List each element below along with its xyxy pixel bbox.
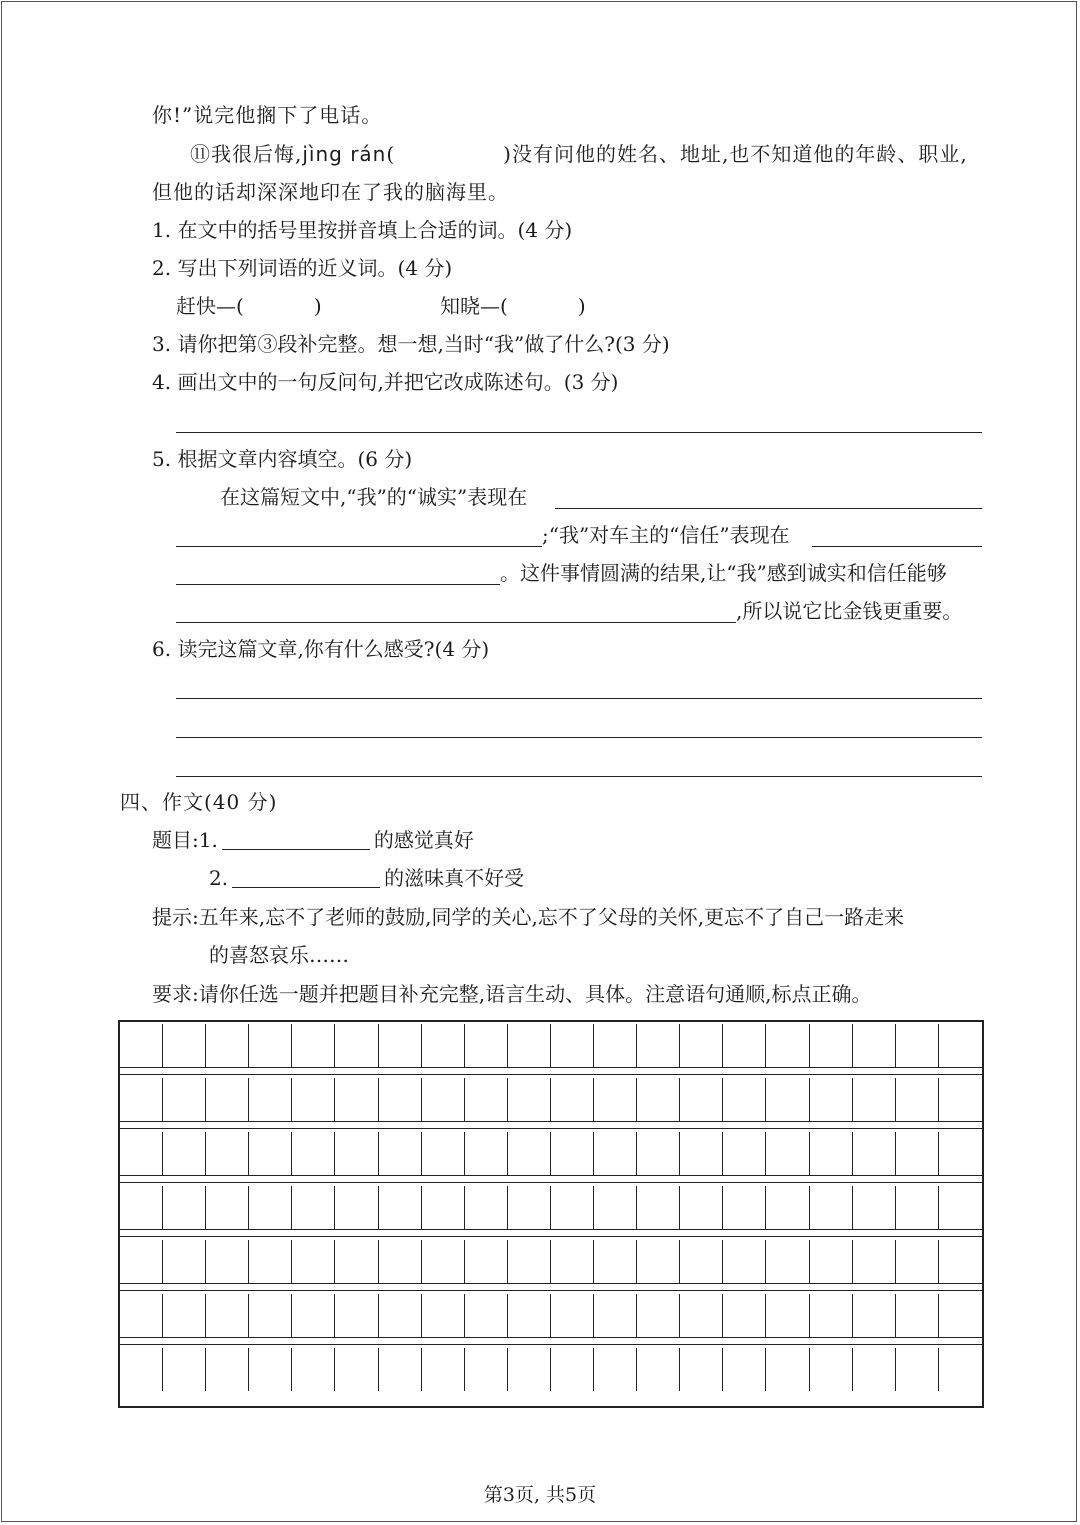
question-5-blank-1[interactable] [555,508,982,509]
question-5-blank-2[interactable] [176,546,542,547]
grid-cell[interactable] [163,1294,206,1337]
grid-cell[interactable] [680,1348,723,1391]
grid-cell[interactable] [723,1132,766,1175]
question-5-blank-5[interactable] [176,622,736,623]
title-label: 题目:1. [152,828,218,852]
grid-cell[interactable] [249,1294,292,1337]
grid-cell[interactable] [465,1348,508,1391]
synonym-a-label: 赶快—( [176,294,244,318]
grid-cell[interactable] [422,1078,465,1121]
passage-line-2-end: )没有问他的姓名、地址,也不知道他的年龄、职业, [503,142,968,166]
grid-cell[interactable] [551,1348,594,1391]
grid-cell[interactable] [292,1348,335,1391]
grid-cell[interactable] [508,1240,551,1283]
question-2-item-b [440,294,586,318]
synonym-a-close: ) [313,294,322,318]
grid-cell[interactable] [680,1024,723,1067]
grid-cell[interactable] [163,1078,206,1121]
grid-cell[interactable] [810,1294,853,1337]
grid-cell[interactable] [853,1078,896,1121]
grid-row-separator [120,1337,982,1338]
grid-row-separator [120,1229,982,1230]
grid-cell[interactable] [767,1240,810,1283]
grid-cell[interactable] [206,1132,249,1175]
grid-cell[interactable] [120,1132,163,1175]
grid-cell[interactable] [594,1132,637,1175]
question-5-line-2: ;“我”对车主的“信任”表现在 [542,523,790,547]
question-6: 6. 读完这篇文章,你有什么感受?(4 分) [152,637,490,661]
grid-row-separator [120,1175,982,1176]
grid-cell[interactable] [422,1186,465,1229]
grid-cell[interactable] [465,1132,508,1175]
title-1-blank[interactable] [222,829,370,850]
grid-cell[interactable] [336,1186,379,1229]
grid-row [120,1348,982,1391]
grid-cell[interactable] [723,1024,766,1067]
grid-cell[interactable] [637,1186,680,1229]
grid-row-separator [120,1182,982,1183]
grid-cell[interactable] [336,1240,379,1283]
grid-cell[interactable] [896,1348,939,1391]
title-2-number: 2. [209,866,229,890]
grid-cell[interactable] [508,1024,551,1067]
composition-hint-2: 的喜怒哀乐…… [209,943,349,967]
grid-row-separator [120,1344,982,1345]
question-2: 2. 写出下列词语的近义词。(4 分) [152,256,453,280]
composition-hint-1: 提示:五年来,忘不了老师的鼓励,同学的关心,忘不了父母的关怀,更忘不了自己一路走来 [152,905,905,929]
grid-cell[interactable] [379,1294,422,1337]
grid-cell[interactable] [508,1186,551,1229]
question-6-answer-line-1[interactable] [176,698,982,699]
grid-cell[interactable] [767,1186,810,1229]
grid-cell[interactable] [853,1240,896,1283]
grid-cell[interactable] [680,1240,723,1283]
grid-cell[interactable] [120,1078,163,1121]
grid-cell[interactable] [379,1240,422,1283]
grid-cell[interactable] [896,1186,939,1229]
grid-cell[interactable] [767,1024,810,1067]
composition-title-2 [209,866,524,890]
grid-cell[interactable] [422,1294,465,1337]
grid-cell[interactable] [422,1024,465,1067]
grid-cell[interactable] [594,1240,637,1283]
grid-cell[interactable] [551,1294,594,1337]
grid-cell[interactable] [508,1132,551,1175]
grid-cell[interactable] [120,1294,163,1337]
grid-row-separator [120,1121,982,1122]
grid-row [120,1186,982,1229]
title-2-blank[interactable] [232,867,380,888]
grid-cell[interactable] [810,1132,853,1175]
grid-cell[interactable] [723,1348,766,1391]
grid-cell[interactable] [810,1348,853,1391]
grid-cell[interactable] [551,1240,594,1283]
grid-cell[interactable] [465,1024,508,1067]
passage-line-3: 但他的话却深深地印在了我的脑海里。 [152,180,509,204]
grid-cell[interactable] [249,1078,292,1121]
grid-cell[interactable] [206,1240,249,1283]
grid-cell[interactable] [206,1078,249,1121]
passage-line-2 [190,142,968,166]
grid-row-separator [120,1236,982,1237]
grid-cell[interactable] [853,1024,896,1067]
grid-cell[interactable] [723,1240,766,1283]
question-5: 5. 根据文章内容填空。(6 分) [152,447,413,471]
grid-row-separator [120,1283,982,1284]
grid-cell[interactable] [336,1294,379,1337]
grid-cell[interactable] [680,1078,723,1121]
synonym-b-label: 知晓—( [440,294,508,318]
grid-cell[interactable] [551,1186,594,1229]
composition-heading: 四、作文(40 分) [120,790,278,814]
grid-cell[interactable] [896,1078,939,1121]
grid-cell[interactable] [336,1348,379,1391]
grid-cell[interactable] [379,1186,422,1229]
grid-cell[interactable] [594,1024,637,1067]
grid-cell[interactable] [810,1024,853,1067]
grid-cell[interactable] [249,1240,292,1283]
question-5-line-4: ,所以说它比金钱更重要。 [736,599,963,623]
grid-cell[interactable] [594,1078,637,1121]
grid-cell[interactable] [853,1294,896,1337]
grid-row [120,1078,982,1121]
passage-line-1: 你!”说完他搁下了电话。 [152,103,383,127]
grid-cell[interactable] [120,1186,163,1229]
title-2-suffix: 的滋味真不好受 [384,866,525,890]
grid-cell[interactable] [853,1186,896,1229]
grid-cell[interactable] [292,1132,335,1175]
grid-cell[interactable] [422,1348,465,1391]
grid-cell[interactable] [336,1132,379,1175]
grid-cell[interactable] [680,1186,723,1229]
grid-cell[interactable] [508,1294,551,1337]
grid-cell[interactable] [163,1024,206,1067]
grid-row [120,1294,982,1337]
composition-title-1 [152,828,474,852]
grid-cell[interactable] [249,1186,292,1229]
grid-cell[interactable] [680,1294,723,1337]
grid-cell[interactable] [292,1294,335,1337]
grid-cell[interactable] [292,1024,335,1067]
grid-cell[interactable] [379,1078,422,1121]
question-4-answer-line[interactable] [176,432,982,433]
grid-row-separator [120,1074,982,1075]
grid-cell[interactable] [810,1186,853,1229]
grid-cell[interactable] [637,1348,680,1391]
grid-cell[interactable] [249,1132,292,1175]
grid-cell[interactable] [594,1186,637,1229]
grid-cell[interactable] [637,1024,680,1067]
grid-cell[interactable] [292,1078,335,1121]
grid-cell[interactable] [249,1024,292,1067]
grid-row-separator [120,1128,982,1129]
grid-cell[interactable] [637,1294,680,1337]
grid-cell[interactable] [163,1132,206,1175]
question-3: 3. 请你把第③段补完整。想一想,当时“我”做了什么?(3 分) [152,332,670,356]
grid-cell[interactable] [896,1240,939,1283]
grid-cell[interactable] [810,1240,853,1283]
grid-cell[interactable] [336,1024,379,1067]
grid-cell[interactable] [206,1348,249,1391]
grid-cell[interactable] [249,1348,292,1391]
grid-cell[interactable] [853,1348,896,1391]
grid-cell[interactable] [551,1132,594,1175]
grid-cell[interactable] [637,1240,680,1283]
grid-cell[interactable] [896,1024,939,1067]
writing-grid[interactable] [118,1020,984,1408]
grid-cell[interactable] [206,1186,249,1229]
grid-cell[interactable] [637,1078,680,1121]
question-5-line-1: 在这篇短文中,“我”的“诚实”表现在 [220,485,528,509]
question-6-answer-line-2[interactable] [176,737,982,738]
grid-cell[interactable] [120,1348,163,1391]
grid-cell[interactable] [723,1294,766,1337]
grid-cell[interactable] [810,1078,853,1121]
grid-row [120,1132,982,1175]
paren-open: ( [386,142,396,166]
page-number: 第3页, 共5页 [483,1484,597,1506]
grid-cell[interactable] [465,1294,508,1337]
grid-row-separator [120,1067,982,1068]
grid-cell[interactable] [465,1240,508,1283]
composition-requirement: 要求:请你任选一题并把题目补充完整,语言生动、具体。注意语句通顺,标点正确。 [152,982,872,1006]
grid-cell[interactable] [379,1024,422,1067]
question-5-line-3: 。这件事情圆满的结果,让“我”感到诚实和信任能够 [500,561,947,585]
grid-cell[interactable] [292,1240,335,1283]
question-4: 4. 画出文中的一句反问句,并把它改成陈述句。(3 分) [152,370,619,394]
grid-cell[interactable] [422,1240,465,1283]
grid-row [120,1024,982,1067]
grid-cell[interactable] [120,1240,163,1283]
grid-cell[interactable] [508,1348,551,1391]
grid-cell[interactable] [723,1078,766,1121]
grid-cell[interactable] [767,1348,810,1391]
grid-cell[interactable] [551,1024,594,1067]
grid-cell[interactable] [163,1348,206,1391]
grid-cell[interactable] [680,1132,723,1175]
grid-cell[interactable] [422,1132,465,1175]
question-5-blank-4[interactable] [176,584,500,585]
question-2-item-a [176,294,322,318]
grid-cell[interactable] [594,1348,637,1391]
grid-cell[interactable] [206,1294,249,1337]
grid-cell[interactable] [120,1024,163,1067]
grid-cell[interactable] [896,1294,939,1337]
grid-cell[interactable] [637,1132,680,1175]
grid-cell[interactable] [551,1078,594,1121]
pinyin-text: jìng rán [302,142,387,166]
grid-cell[interactable] [767,1294,810,1337]
grid-cell[interactable] [379,1348,422,1391]
question-6-answer-line-3[interactable] [176,776,982,777]
grid-row-separator [120,1290,982,1291]
grid-cell[interactable] [594,1294,637,1337]
question-1: 1. 在文中的括号里按拼音填上合适的词。(4 分) [152,218,573,242]
grid-cell[interactable] [465,1078,508,1121]
synonym-b-close: ) [577,294,586,318]
grid-cell[interactable] [896,1132,939,1175]
grid-cell[interactable] [292,1186,335,1229]
passage-line-2-start: ⑪我很后悔, [190,142,303,166]
grid-cell[interactable] [767,1078,810,1121]
grid-cell[interactable] [379,1132,422,1175]
question-5-blank-3[interactable] [812,546,982,547]
title-1-suffix: 的感觉真好 [373,828,474,852]
grid-cell[interactable] [465,1186,508,1229]
grid-cell[interactable] [723,1186,766,1229]
grid-cell[interactable] [508,1078,551,1121]
grid-cell[interactable] [767,1132,810,1175]
grid-cell[interactable] [163,1186,206,1229]
grid-row [120,1240,982,1283]
grid-cell[interactable] [163,1240,206,1283]
grid-cell[interactable] [853,1132,896,1175]
grid-cell[interactable] [336,1078,379,1121]
grid-cell[interactable] [206,1024,249,1067]
